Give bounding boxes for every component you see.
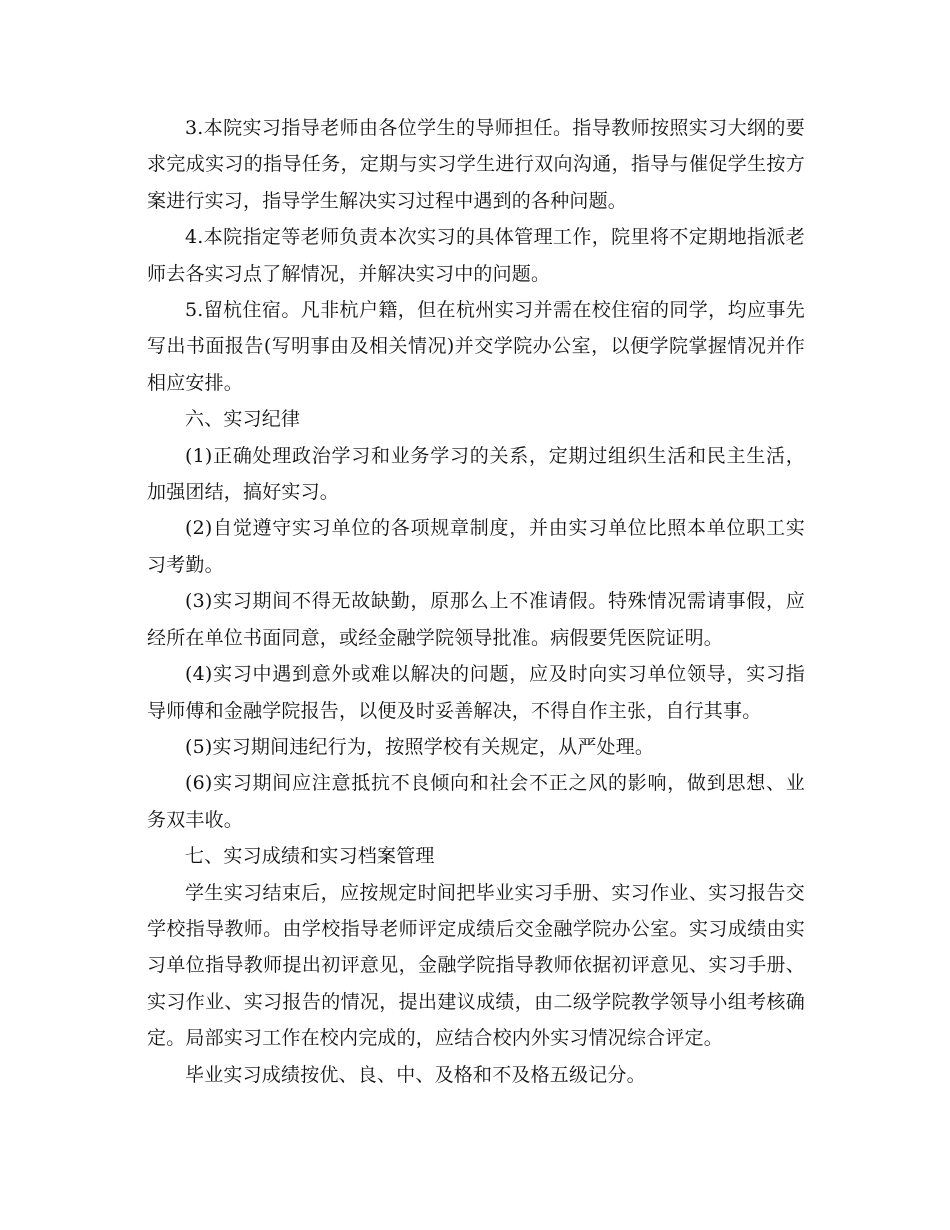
paragraph-discipline-2: (2)自觉遵守实习单位的各项规章制度，并由实习单位比照本单位职工实习考勤。: [147, 517, 805, 576]
paragraph-discipline-6: (6)实习期间应注意抵抗不良倾向和社会不正之风的影响，做到思想、业务双丰收。: [147, 772, 805, 831]
paragraph-discipline-4: (4)实习中遇到意外或难以解决的问题，应及时向实习单位领导，实习指导师傅和金融学院报告，以便及时妥善解决，不得自作主张，自行其事。: [147, 663, 805, 722]
paragraph-grading-scale: 毕业实习成绩按优、良、中、及格和不及格五级记分。: [185, 1063, 646, 1086]
paragraph-accommodation: 5.留杭住宿。凡非杭户籍，但在杭州实习并需在校住宿的同学，均应事先写出书面报告(写明事由及相关情况)并交学院办公室，以便学院掌握情况并作相应安排。: [147, 299, 805, 394]
document-body: [147, 110, 805, 1093]
paragraph-discipline-3: (3)实习期间不得无故缺勤，原那么上不准请假。特殊情况需请事假，应经所在单位书面同意，或经金融学院领导批准。病假要凭医院证明。: [147, 590, 805, 649]
section-heading-grades: 七、实习成绩和实习档案管理: [185, 845, 435, 868]
paragraph-discipline-5: (5)实习期间违纪行为，按照学校有关规定，从严处理。: [185, 735, 655, 758]
paragraph-advisor-duties: 3.本院实习指导老师由各位学生的导师担任。指导教师按照实习大纲的要求完成实习的指导任务，定期与实习学生进行双向沟通，指导与催促学生按方案进行实习，指导学生解决实习过程中遇到的各种问题。: [147, 117, 805, 212]
paragraph-grading-process: 学生实习结束后，应按规定时间把毕业实习手册、实习作业、实习报告交学校指导教师。由学校指导老师评定成绩后交金融学院办公室。实习成绩由实习单位指导教师提出初评意见，金融学院指导教师依据初评意见、实习手册、实习作业、实习报告的情况，提出建议成绩，由二级学院教学领导小组考核确定。局部实习工作在校内完成的，应结合校内外实习情况综合评定。: [147, 881, 805, 1050]
paragraph-management: 4.本院指定等老师负责本次实习的具体管理工作，院里将不定期地指派老师去各实习点了解情况，并解决实习中的问题。: [147, 226, 805, 285]
paragraph-discipline-1: (1)正确处理政治学习和业务学习的关系，定期过组织生活和民主生活，加强团结，搞好实习。: [147, 444, 805, 504]
section-heading-discipline: 六、实习纪律: [185, 408, 301, 431]
